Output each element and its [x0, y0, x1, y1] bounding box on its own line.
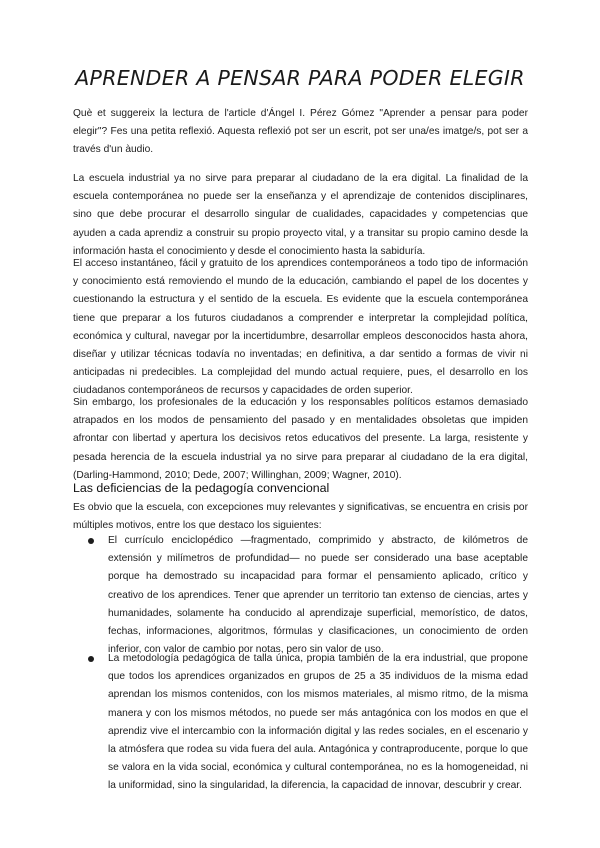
paragraph-2: El acceso instantáneo, fácil y gratuito de los aprendices contemporáneos a todo tipo de información y conocimiento está removiendo el mundo de la educación, cambiando el papel de los docentes y cuestionando la estructura y el sentido de la escuela. Es evidente que la escuela contemporánea tiene que preparar a los futuros ciudadanos a comprender e interpretar la complejidad política, económica y cultural, navegar por la incertidumbre, desarrollar empleos desconocidos hasta ahora, diseñar y utilizar técnicas todavía no inventadas; en definitiva, a dar sentido a formas de vivir ni anticipadas ni predecibles. La complejidad del mundo actual requiere, pues, el desarrollo en los ciudadanos contemporáneos de recursos y capacidades de orden superior. — [73, 258, 528, 397]
paragraph-3: Sin embargo, los profesionales de la educación y los responsables políticos estamos demasiado atrapados en los modos de pensamiento del pasado y en mentalidades obsoletas que impiden afrontar con libertad y apertura los decisivos retos educativos del presente. La larga, resistente y pesada herencia de la escuela industrial ya no sirve para preparar al ciudadano de la era digital, (Darling-Hammond, 2010; Dede, 2007; Willinghan, 2009; Wagner, 2010). — [73, 397, 528, 481]
deficiencies-list — [73, 532, 528, 659]
deficiencies-list-continued — [73, 650, 528, 796]
section-intro: Es obvio que la escuela, con excepciones muy relevantes y significativas, se encuentra en crisis por múltiples motivos, entre los que destaco los siguientes: — [73, 502, 528, 532]
assignment-prompt: Què et suggereix la lectura de l'article d'Ángel I. Pérez Gómez "Aprender a pensar para poder elegir"? Fes una petita reflexió. Aquesta reflexió pot ser un escrit, pot ser una/es imatge/s, pot ser a través d'un àudio. — [73, 108, 528, 156]
bullet-icon — [88, 656, 94, 662]
section-heading: Las deficiencias de la pedagogía convencional — [73, 481, 330, 495]
list-item-text: La metodología pedagógica de talla única, propia también de la era industrial, que propone que todos los aprendices organizados en grupos de 25 a 35 individuos de la misma edad aprendan los mismos contenidos, con los mismos materiales, al mismo ritmo, de la misma manera y con los mismos métodos, no puede ser más antagónica con los modos en que el aprendiz vive el intercambio con la información digital y las redes sociales, en el escenario y la atmósfera que rodea su vida fuera del aula. Antagónica y contraproducente, porque lo que se valora en la vida social, económica y cultural contemporánea, no es la homogeneidad, ni la uniformidad, sino la singularidad, la diferencia, la capacidad de innovar, descubrir y crear. — [108, 653, 528, 792]
document-title: APRENDER A PENSAR PARA PODER ELEGIR — [75, 66, 525, 90]
bullet-icon — [88, 538, 94, 544]
list-item — [73, 650, 528, 796]
list-item — [73, 532, 528, 659]
paragraph-1: La escuela industrial ya no sirve para preparar al ciudadano de la era digital. La finalidad de la escuela contemporánea no puede ser la enseñanza y el aprendizaje de contenidos disciplinares, sino que debe procurar el desarrollo singular de cualidades, capacidades y competencias que ayuden a cada aprendiz a construir su propio proyecto vital, y a transitar su propio camino desde la información hasta el conocimiento y desde el conocimiento hasta la sabiduría. — [73, 173, 528, 257]
list-item-text: El currículo enciclopédico —fragmentado, comprimido y abstracto, de kilómetros de extensión y milímetros de profundidad— no puede ser considerado una base aceptable porque ha demostrado su incapacidad para formar el pensamiento aplicado, crítico y creativo de los aprendices. Tener que aprender un territorio tan extenso de ciencias, artes y humanidades, solamente ha conducido al aprendizaje superficial, memorístico, de datos, fechas, informaciones, algoritmos, fórmulas y clasificaciones, un conocimiento de orden inferior, con valor de cambio por notas, pero sin valor de uso. — [108, 535, 528, 656]
